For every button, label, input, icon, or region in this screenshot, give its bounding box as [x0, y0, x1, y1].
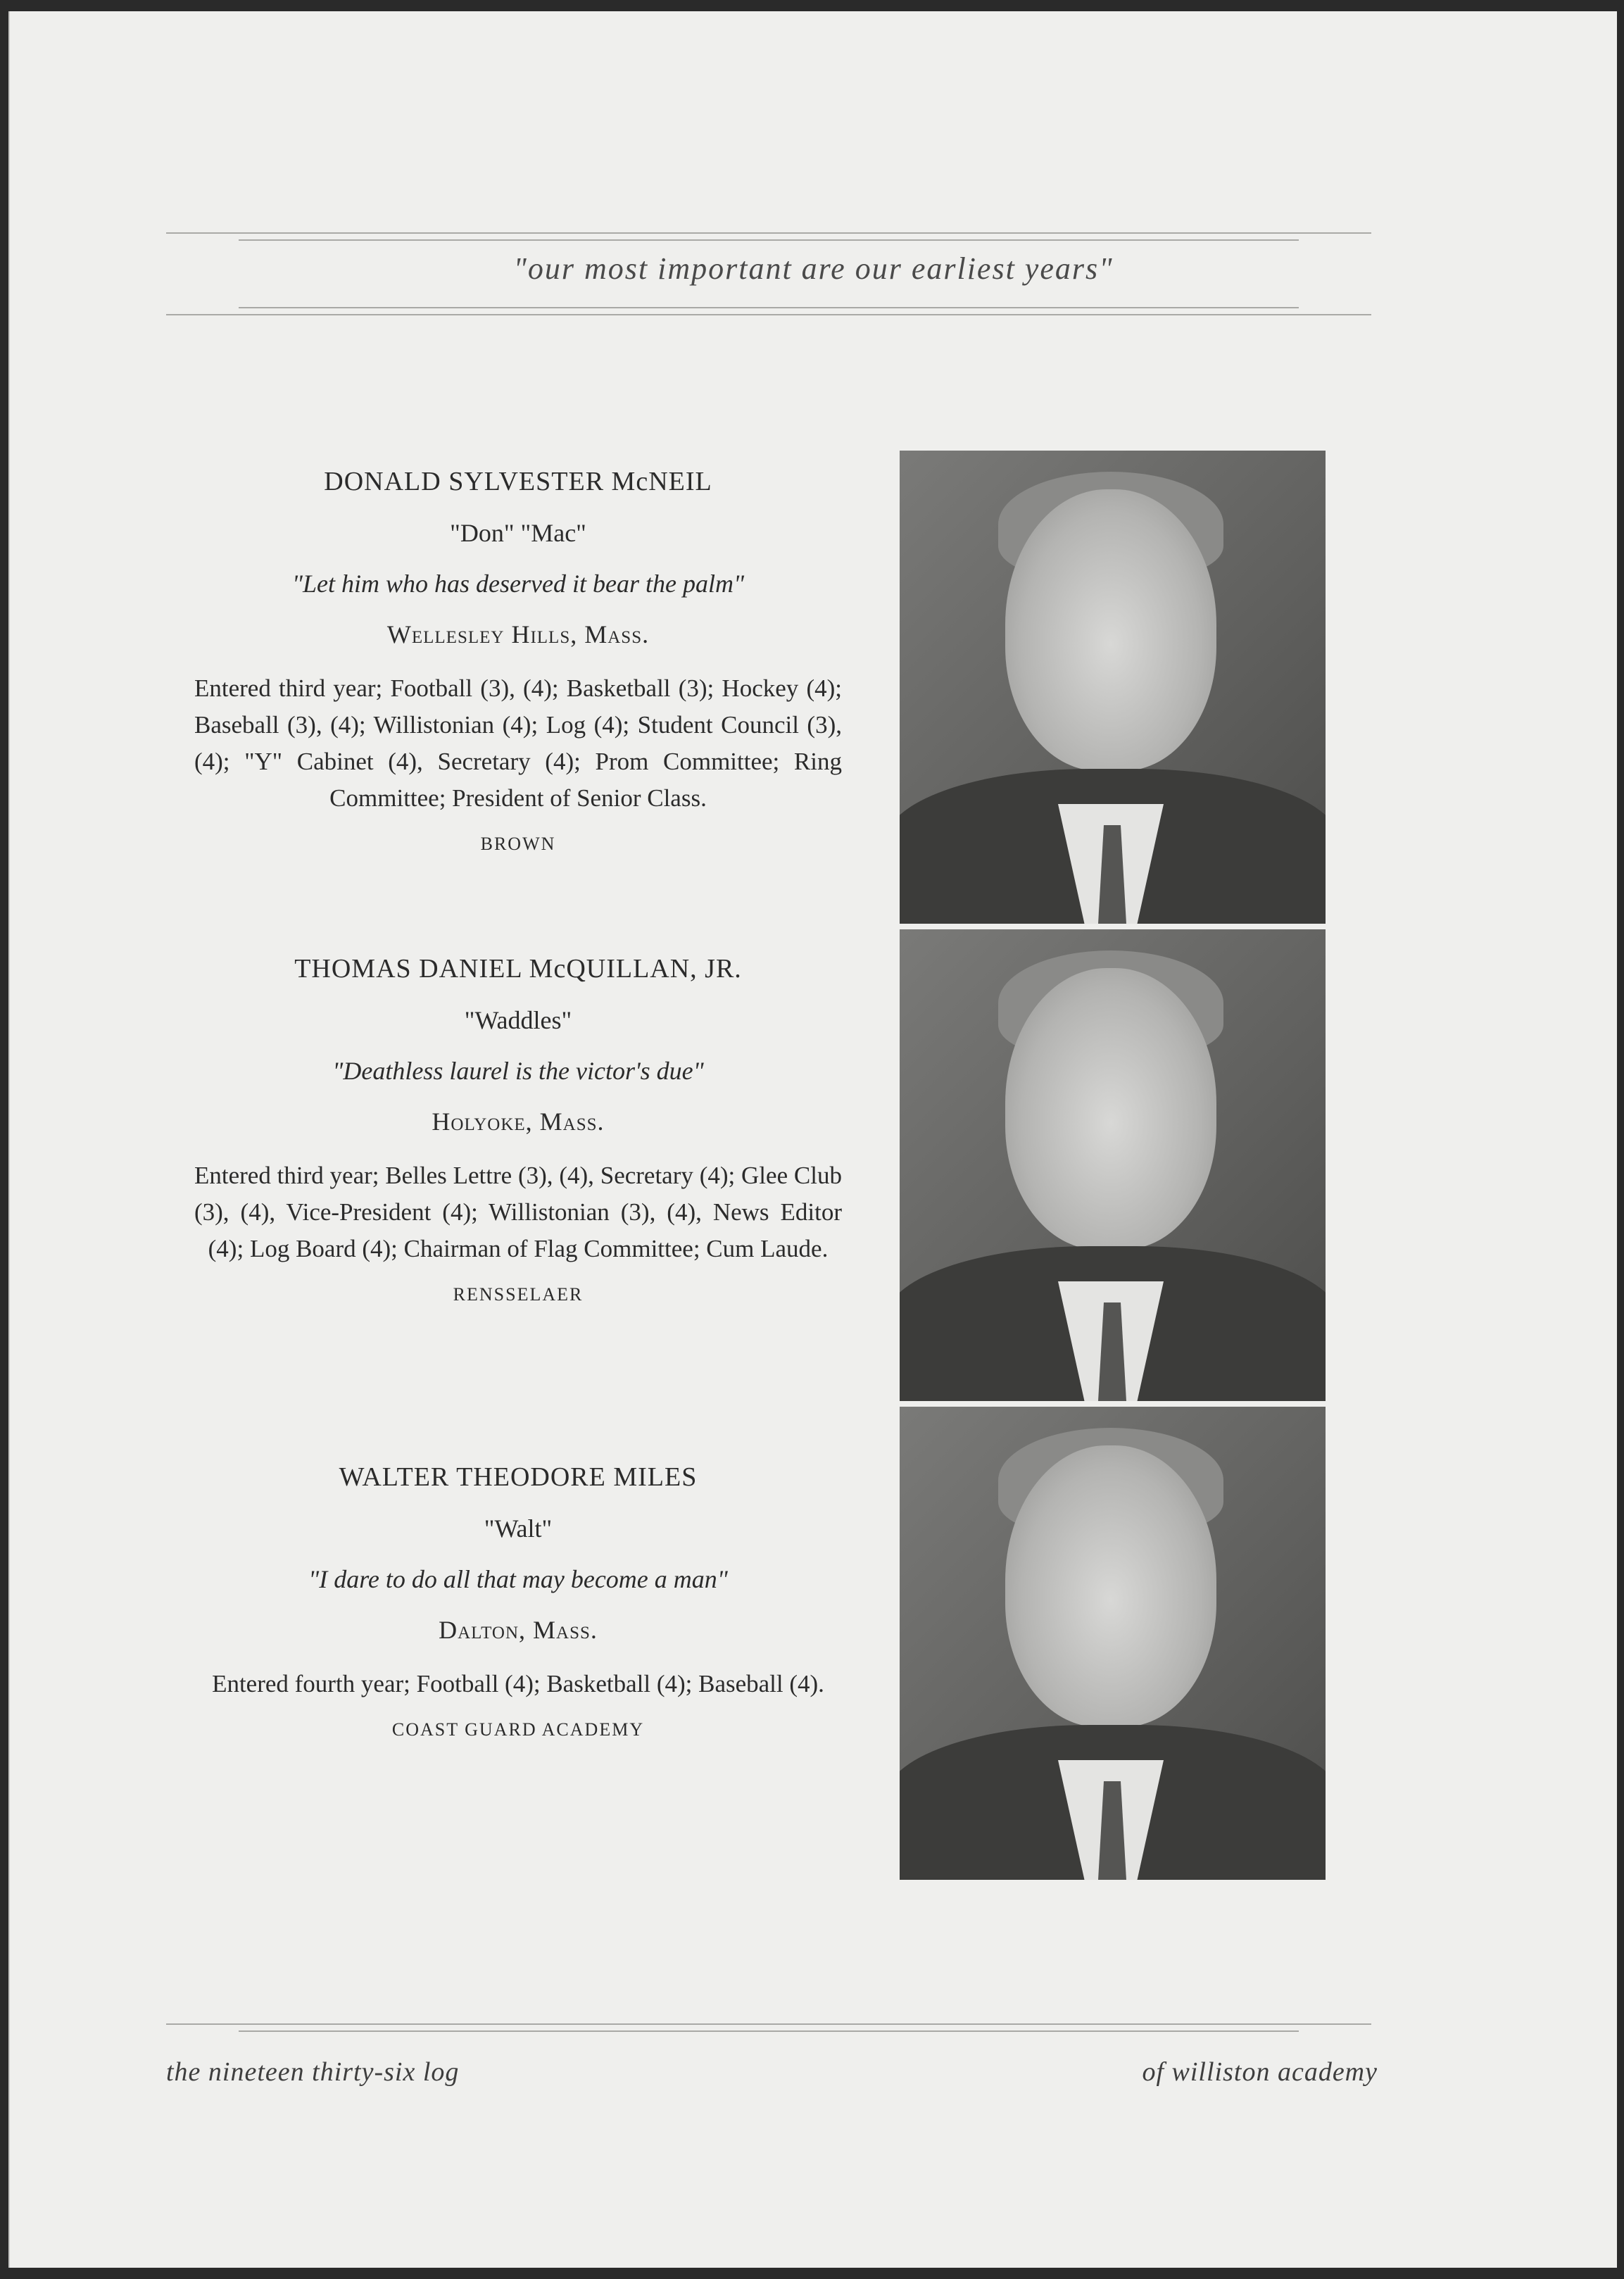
student-record: Entered third year; Football (3), (4); Basketball (3); Hockey (4); Baseball (3), (4); Willistonian (4); Log (4); Student Council (3), (4); "Y" Cabinet (4), Secretary (4); Prom Committee; Ring Committee; President of Senior Class.	[194, 674, 842, 812]
portrait-face	[1005, 968, 1216, 1250]
footer-rule-outer	[166, 2023, 1371, 2025]
footer-left-text: the nineteen thirty-six log	[166, 2057, 460, 2087]
senior-entry	[194, 1462, 842, 1740]
student-hometown: Wellesley Hills, Mass.	[386, 620, 650, 648]
student-portrait-photo	[900, 929, 1326, 1401]
header-rule-bottom-inner	[239, 307, 1299, 308]
portrait-face	[1005, 1445, 1216, 1727]
student-record: Entered fourth year; Football (4); Basketball (4); Baseball (4).	[212, 1670, 824, 1697]
student-record: Entered third year; Belles Lettre (3), (4), Secretary (4); Glee Club (3), (4), Vice-President (4); Willistonian (3), (4), News Editor (4); Log Board (4); Chairman of Flag Committee; Cum Laude.	[194, 1162, 842, 1262]
header-rule-bottom-outer	[166, 314, 1371, 315]
student-quote: "Let him who has deserved it bear the palm"	[291, 570, 745, 598]
student-name: THOMAS DANIEL McQUILLAN, JR.	[294, 954, 742, 984]
student-quote: "Deathless laurel is the victor's due"	[332, 1057, 704, 1085]
student-name: WALTER THEODORE MILES	[339, 1462, 698, 1492]
portrait-face	[1005, 489, 1216, 771]
footer-rule-inner	[239, 2030, 1299, 2032]
senior-entry	[194, 953, 842, 1305]
student-hometown: Dalton, Mass.	[439, 1616, 598, 1644]
student-nicknames: "Walt"	[484, 1514, 553, 1543]
student-college: COAST GUARD ACADEMY	[391, 1719, 645, 1740]
student-portrait-photo	[900, 451, 1326, 924]
student-college: RENSSELAER	[453, 1284, 584, 1305]
student-hometown: Holyoke, Mass.	[432, 1107, 605, 1136]
student-portrait-photo	[900, 1407, 1326, 1880]
header-rule-top-outer	[166, 232, 1371, 234]
senior-entry	[194, 466, 842, 855]
student-name: DONALD SYLVESTER McNEIL	[324, 467, 712, 496]
student-nicknames: "Waddles"	[464, 1006, 572, 1034]
student-nicknames: "Don" "Mac"	[450, 519, 586, 547]
footer-right-text: of williston academy	[1142, 2057, 1378, 2087]
student-college: BROWN	[480, 834, 556, 854]
header-rule-top-inner	[239, 239, 1299, 241]
header-motto: "our most important are our earliest years"	[513, 251, 1114, 286]
yearbook-page	[8, 11, 1617, 2268]
student-quote: "I dare to do all that may become a man"	[308, 1565, 728, 1593]
